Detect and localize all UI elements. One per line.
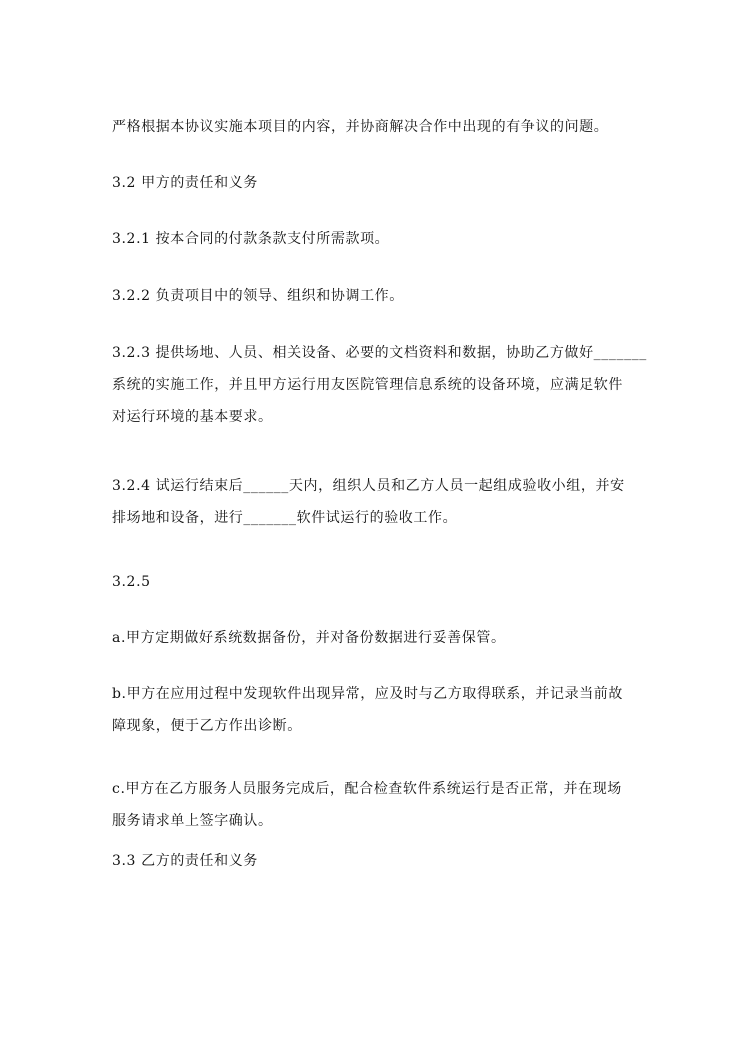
text-line: 服务请求单上签字确认。 xyxy=(112,813,273,829)
clause-3-2-4 xyxy=(112,470,634,534)
text-line: a.甲方定期做好系统数据备份，并对备份数据进行妥善保管。 xyxy=(112,630,506,646)
text-line: 3.2.2 负责项目中的领导、组织和协调工作。 xyxy=(112,288,404,304)
text-line: 3.2.5 xyxy=(112,574,151,590)
section-heading-3-3 xyxy=(112,845,634,877)
text-line: 排场地和设备，进行_______软件试运行的验收工作。 xyxy=(112,510,458,526)
paragraph-intro xyxy=(112,111,634,143)
item-b xyxy=(112,678,634,742)
text-line: b.甲方在应用过程中发现软件出现异常，应及时与乙方取得联系，并记录当前故 xyxy=(112,686,624,702)
text-line: 对运行环境的基本要求。 xyxy=(112,409,273,425)
text-line: 3.2.3 提供场地、人员、相关设备、必要的文档资料和数据，协助乙方做好_______ xyxy=(112,345,647,361)
text-line: 系统的实施工作，并且甲方运行用友医院管理信息系统的设备环境，应满足软件 xyxy=(112,377,623,393)
item-c xyxy=(112,773,634,837)
text-line: 3.2.1 按本合同的付款条款支付所需款项。 xyxy=(112,231,390,247)
text-line: c.甲方在乙方服务人员服务完成后，配合检查软件系统运行是否正常，并在现场 xyxy=(112,781,622,797)
text-line: 障现象，便于乙方作出诊断。 xyxy=(112,718,302,734)
heading-text: 3.2 甲方的责任和义务 xyxy=(112,175,258,191)
clause-3-2-2 xyxy=(112,280,634,312)
clause-3-2-5 xyxy=(112,566,634,598)
item-a xyxy=(112,622,634,654)
heading-text: 3.3 乙方的责任和义务 xyxy=(112,853,258,869)
clause-3-2-3 xyxy=(112,337,647,433)
text-line: 严格根据本协议实施本项目的内容，并协商解决合作中出现的有争议的问题。 xyxy=(112,119,609,135)
text-line: 3.2.4 试运行结束后______天内，组织人员和乙方人员一起组成验收小组，并安 xyxy=(112,478,625,494)
clause-3-2-1 xyxy=(112,223,634,255)
section-heading-3-2 xyxy=(112,167,634,199)
